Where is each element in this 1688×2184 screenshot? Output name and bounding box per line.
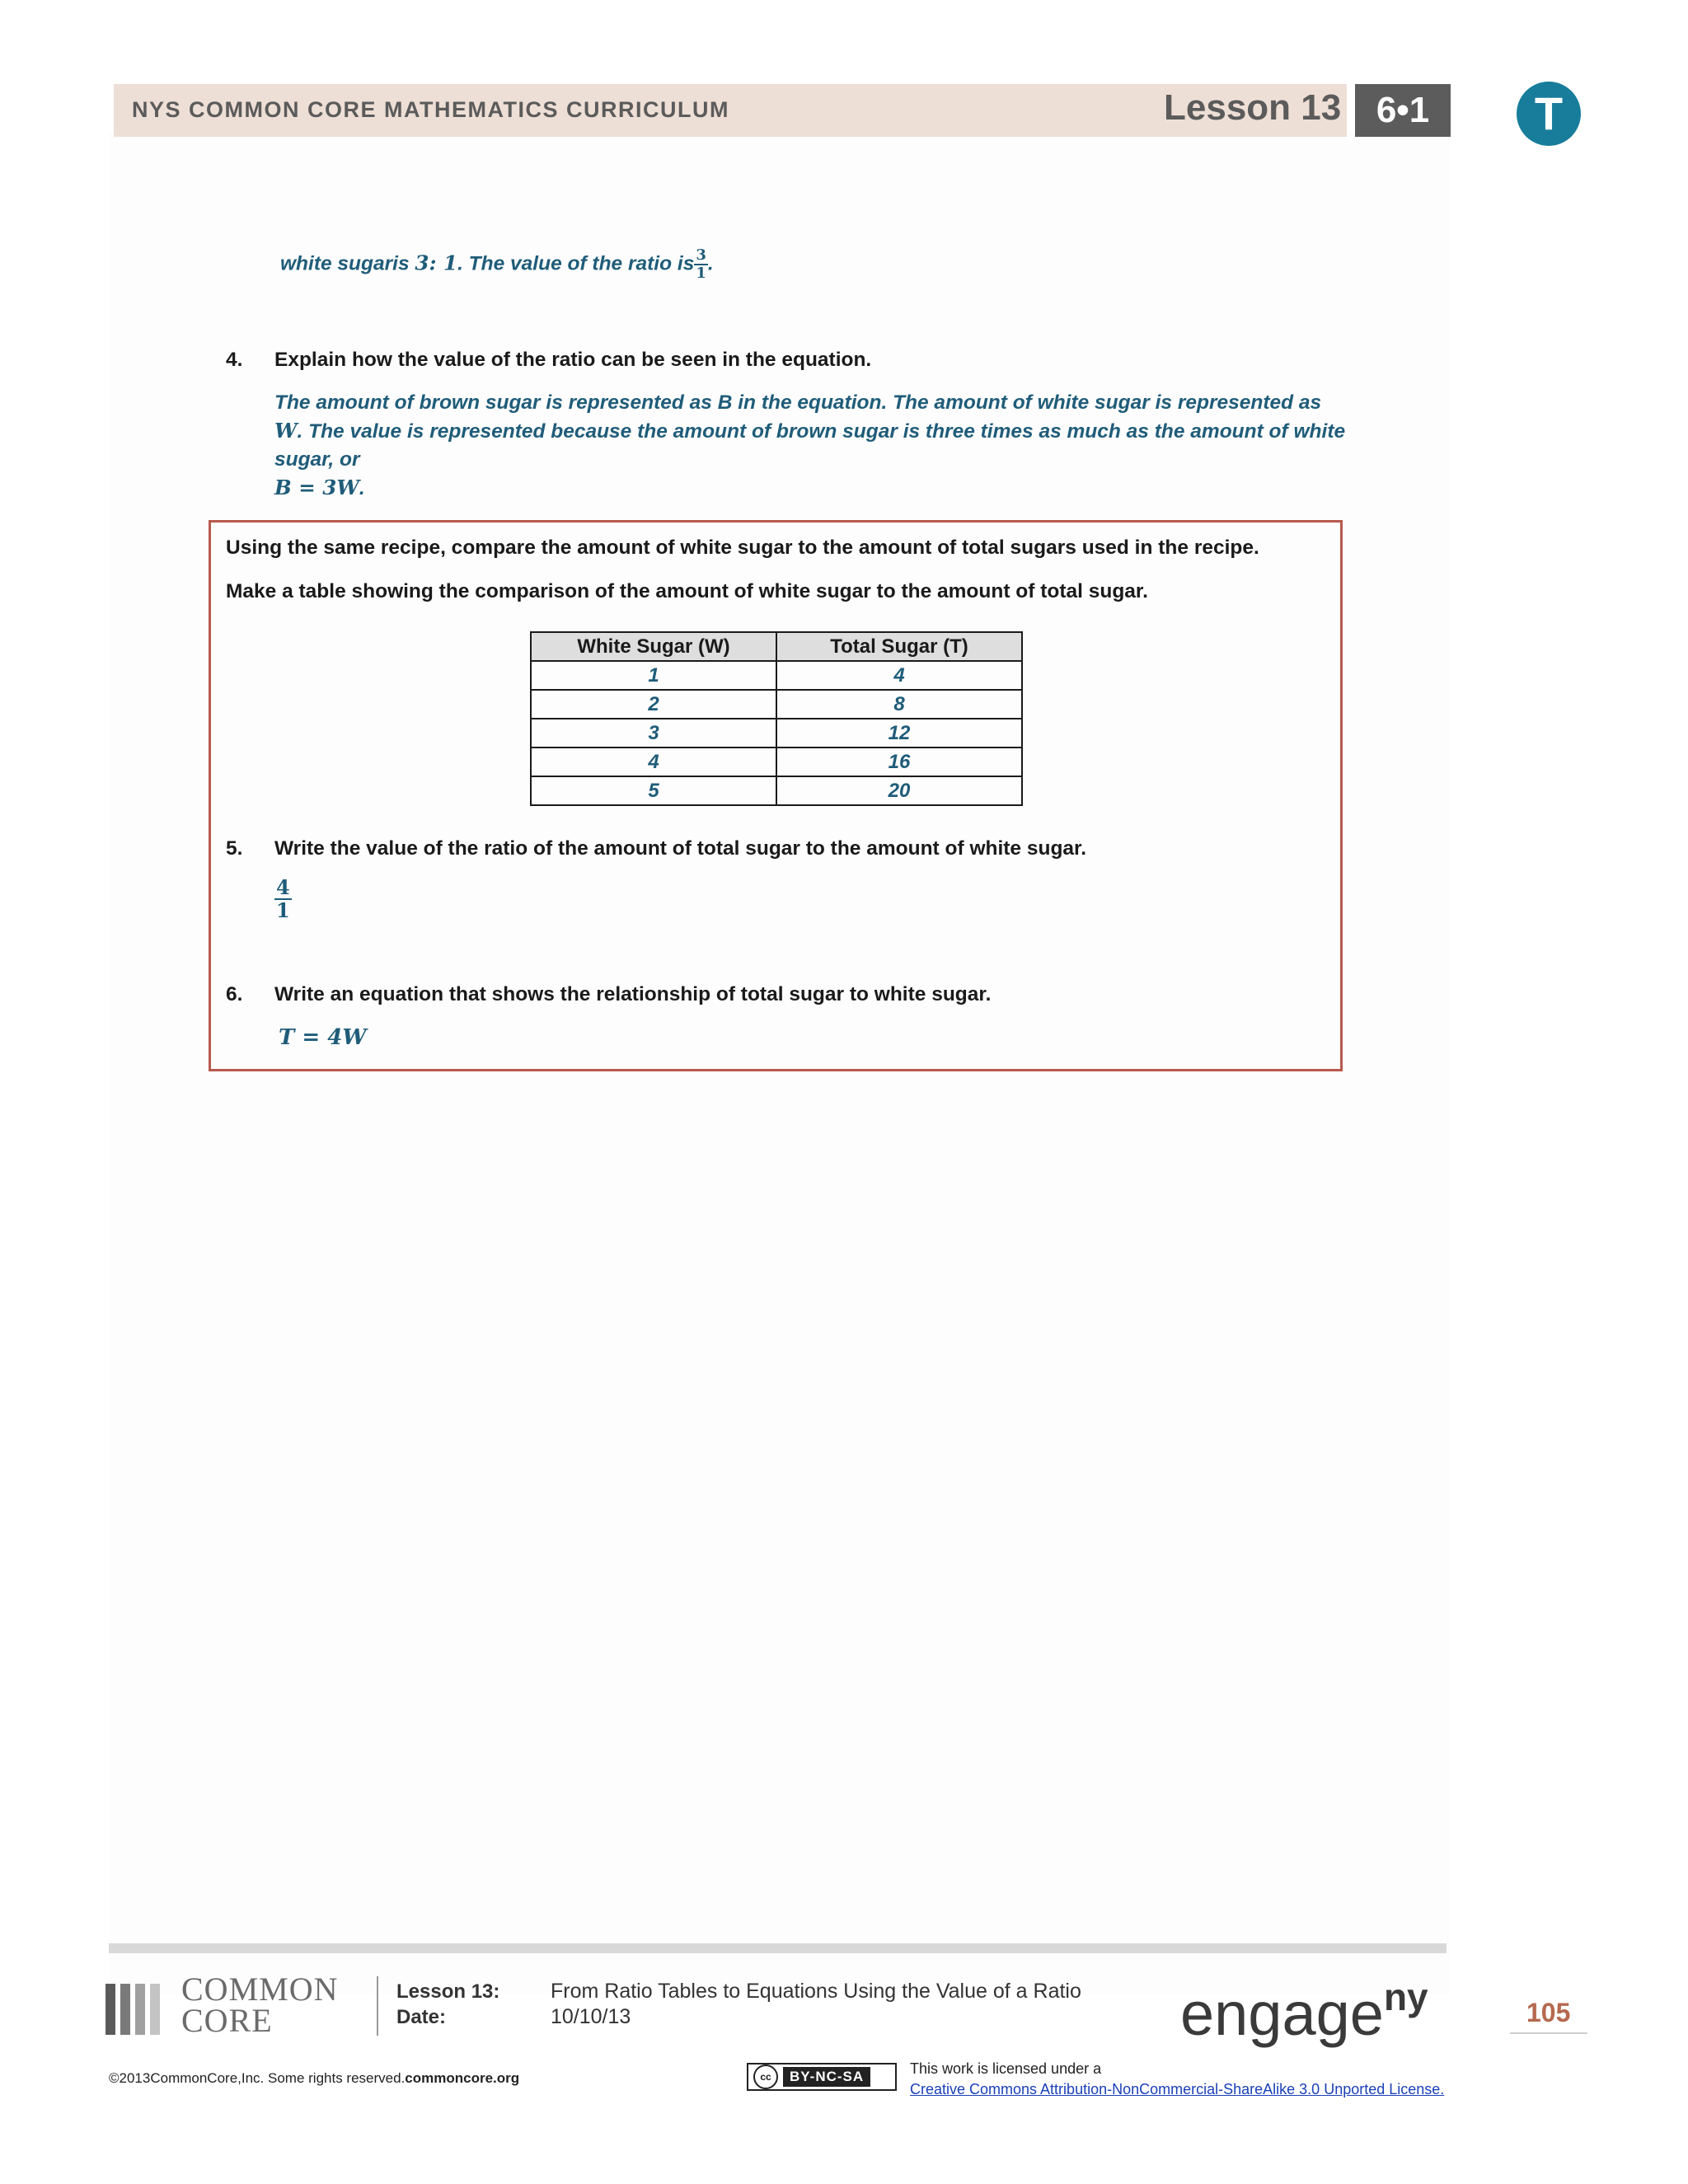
q4-answer-end: .	[359, 477, 365, 499]
cell-total-sugar: 4	[776, 661, 1022, 690]
common-core-wordmark	[181, 1971, 339, 2039]
answer-fraction-4-1	[274, 877, 292, 922]
fraction-numerator: 3	[696, 246, 706, 264]
copyright-site: commoncore.org	[405, 2070, 520, 2086]
footer-bar	[109, 1943, 1447, 1953]
footer-lesson-label: Lesson 13:	[396, 1980, 500, 2003]
cell-total-sugar: 8	[776, 690, 1022, 719]
page-number: 105	[1526, 1998, 1571, 2027]
table-row	[531, 748, 1022, 776]
engage-ny-superscript: ny	[1383, 1975, 1428, 2018]
fraction-denominator: 1	[696, 264, 706, 282]
question-5-number: 5.	[226, 837, 243, 860]
continued-answer-text-2: . The value of the ratio is	[457, 252, 695, 275]
cell-total-sugar: 12	[776, 719, 1022, 748]
table-row	[531, 719, 1022, 748]
brand-bottom: CORE	[181, 2002, 273, 2039]
box-intro-2: Make a table showing the comparison of the amount of white sugar to the amount of total sugar.	[226, 580, 1148, 602]
cell-total-sugar: 16	[776, 748, 1022, 776]
cell-white-sugar: 3	[531, 719, 776, 748]
module-badge: 6•1	[1355, 84, 1451, 137]
question-4-number: 4.	[226, 349, 243, 371]
continued-answer	[280, 247, 714, 282]
q4-answer-text-2: . The value is represented because the amount of brown sugar is three times as much as the amount of white sugar, or	[274, 420, 1346, 471]
curriculum-title: NYS COMMON CORE MATHEMATICS CURRICULUM	[132, 97, 729, 122]
creative-commons-badge	[747, 2063, 897, 2091]
fraction-denominator: 1	[276, 898, 290, 923]
engage-text: engage	[1180, 1980, 1384, 2048]
question-6-answer: T = 4W	[279, 1025, 367, 1050]
q4-answer-variable: W	[274, 419, 298, 443]
continued-answer-text-3: .	[707, 252, 714, 275]
cell-total-sugar: 20	[776, 776, 1022, 805]
creative-commons-icon: cc	[753, 2064, 778, 2089]
copyright-text: ©2013CommonCore,Inc. Some rights reserved.	[109, 2070, 406, 2086]
license-link[interactable]: Creative Commons Attribution-NonCommercial-ShareAlike 3.0 Unported License.	[910, 2081, 1445, 2097]
question-6-number: 6.	[226, 983, 243, 1005]
question-4-text: Explain how the value of the ratio can be seen in the equation.	[274, 349, 872, 371]
cell-white-sugar: 1	[531, 661, 776, 690]
fraction-numerator: 4	[276, 875, 290, 899]
license-text: This work is licensed under a	[910, 2060, 1102, 2077]
teacher-edition-icon: T	[1517, 82, 1581, 146]
header-white-sugar: White Sugar (W)	[531, 632, 776, 661]
footer-lesson-title: From Ratio Tables to Equations Using the Value of a Ratio	[551, 1980, 1081, 2003]
brand-top: COMMON	[181, 1971, 339, 2008]
box-intro-1: Using the same recipe, compare the amount of white sugar to the amount of total sugars used in the recipe.	[226, 537, 1259, 559]
engage-ny-logo	[1180, 1975, 1428, 2049]
common-core-bars-icon	[106, 1980, 160, 2035]
question-5-answer	[274, 877, 292, 922]
footer-divider	[377, 1976, 378, 2036]
q4-answer-text-1: The amount of brown sugar is represented as B in the equation. The amount of white sugar is represented as	[274, 391, 1322, 414]
question-4-answer	[274, 389, 1346, 503]
question-6-text: Write an equation that shows the relationship of total sugar to white sugar.	[274, 983, 992, 1005]
ratio-fraction-3-1	[694, 247, 708, 282]
page-number-underline	[1510, 2032, 1587, 2034]
lesson-title: Lesson 13	[1164, 87, 1342, 128]
cell-white-sugar: 5	[531, 776, 776, 805]
copyright-notice	[109, 2070, 519, 2087]
continued-answer-ratio: 3: 1	[415, 251, 458, 275]
table-row	[531, 690, 1022, 719]
header-total-sugar: Total Sugar (T)	[776, 632, 1022, 661]
table-row	[531, 661, 1022, 690]
footer-date: 10/10/13	[551, 2005, 631, 2028]
continued-answer-text-1: white sugaris	[280, 252, 415, 275]
sugar-table	[530, 631, 1023, 806]
cell-white-sugar: 4	[531, 748, 776, 776]
cc-license-label: BY-NC-SA	[783, 2067, 870, 2087]
footer-date-label: Date:	[396, 2006, 447, 2028]
table-header-row	[531, 632, 1022, 661]
q4-answer-equation: B = 3W	[274, 476, 359, 499]
table-row	[531, 776, 1022, 805]
question-5-text: Write the value of the ratio of the amount of total sugar to the amount of white sugar.	[274, 837, 1087, 860]
common-core-logo	[106, 1971, 339, 2039]
cell-white-sugar: 2	[531, 690, 776, 719]
